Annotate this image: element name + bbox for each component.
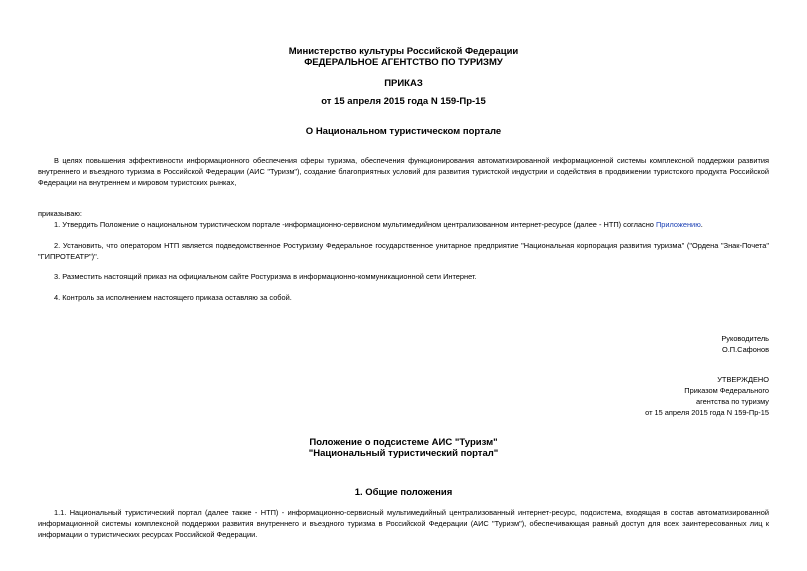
signature-position: Руководитель [721, 334, 769, 343]
appendix-title-line-2: "Национальный туристический портал" [308, 448, 499, 459]
order-item-1-end: . [700, 220, 703, 229]
document-type: ПРИКАЗ [384, 78, 423, 89]
signature-name: О.П.Сафонов [721, 345, 769, 354]
ministry-name: Министерство культуры Российской Федерации [288, 46, 519, 57]
approval-line-4: от 15 апреля 2015 года N 159-Пр-15 [645, 408, 769, 417]
approval-stamp [645, 374, 769, 418]
approval-line-2: Приказом Федерального [684, 386, 769, 395]
order-word: приказываю: [38, 209, 82, 218]
order-item-3: 3. Разместить настоящий приказ на официальном сайте Ростуризма в информационно-коммуникационной сети Интернет. [54, 272, 477, 281]
appendix-title-line-1: Положение о подсистеме АИС "Туризм" [309, 437, 498, 448]
document-date: от 15 апреля 2015 года N 159-Пр-15 [321, 96, 486, 107]
section-1-heading: 1. Общие положения [354, 487, 453, 498]
document-header [0, 46, 807, 68]
signature-block [721, 333, 769, 355]
document-title: О Национальном туристическом портале [305, 126, 502, 137]
order-item-1 [54, 219, 703, 230]
approval-line-1: УТВЕРЖДЕНО [717, 375, 769, 384]
order-item-4: 4. Контроль за исполнением настоящего приказа оставляю за собой. [54, 293, 292, 302]
agency-name: ФЕДЕРАЛЬНОЕ АГЕНТСТВО ПО ТУРИЗМУ [304, 57, 503, 68]
preamble-paragraph: В целях повышения эффективности информационного обеспечения сферы туризма, обеспечения функционирования автоматизированной информационной системы комплексной поддержки развития внутреннего и въездного туризма в Российской Федерации (АИС "Туризм"), создание благоприятных условий для развития туристской индустрии и содействия в продвижении туристского продукта Российской Федерации на внутреннем и мировом туристских рынках, [38, 156, 769, 187]
order-item-2: 2. Установить, что оператором НТП является подведомственное Ростуризму Федеральное государственное унитарное предприятие "Национальная корпорация развития туризма" ("Ордена "Знак-Почета" "ГИПРОТЕАТР")". [38, 241, 769, 261]
appendix-link[interactable]: Приложению [655, 220, 701, 229]
approval-line-3: агентства по туризму [696, 397, 769, 406]
clause-1-1: 1.1. Национальный туристический портал (далее также - НТП) - информационно-сервисный мультимедийный централизованный интернет-ресурс, подсистема, входящая в состав автоматизированной информационной системы комплексной поддержки развития внутреннего и въездного туризма в Российской Федерации (АИС "Туризм"), обеспечивающая равный доступ для всех заинтересованных лиц к информации о туристических ресурсах Российской Федерации. [38, 508, 769, 539]
appendix-title [0, 437, 807, 459]
order-item-1-text: 1. Утвердить Положение о национальном туристическом портале -информационно-сервисном мультимедийном централизованном интернет-ресурсе (далее - НТП) согласно [54, 220, 656, 229]
